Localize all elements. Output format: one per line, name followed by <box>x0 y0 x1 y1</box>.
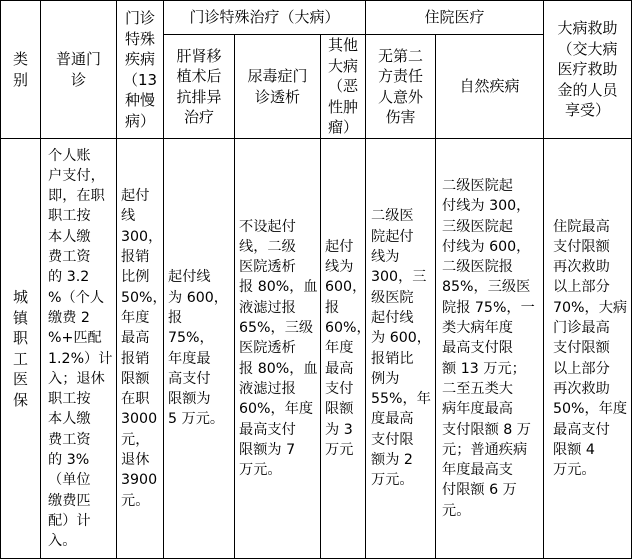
header-general-outpatient <box>41 1 116 138</box>
header-natural-disease-text: 自然疾病 <box>459 77 520 96</box>
row-outpatient-special-disease <box>117 139 167 558</box>
row-uremia-dialysis-text: 不设起付 线，二级 医院透析 报 80%，血 液滤过报 65%，三级 医院透析 报 80%，血 液滤过报 60%，年度 最高支付 限额为 7 万元。 <box>239 218 318 479</box>
row-kidney-liver-transplant <box>164 139 234 558</box>
row-natural-disease <box>436 139 543 558</box>
header-kidney-liver-transplant-text: 肝肾移 植术后 抗排异 治疗 <box>176 46 222 126</box>
row-kidney-liver-transplant-text: 起付线 为 600， 报 75%， 年度最 高支付 限额为 5 万元。 <box>168 269 228 428</box>
row-outpatient-special-disease-text: 起付 线 300， 报销 比例 50%， 年度 最高 报销 限额 在职 3000 元， 退休 3900 元。 <box>121 188 167 509</box>
header-other-major-disease <box>321 35 365 138</box>
row-no-third-party-accident-text: 二级医 院起付 线为 300，三 级医院 起付线 为 600， 报销比 例为 55%，年 度最高 支付限 额为 2 万元。 <box>371 208 431 489</box>
header-outpatient-special-disease <box>117 1 163 138</box>
header-outpatient-special-disease-text: 门诊 特殊 疾病 （13 种慢 病） <box>122 9 158 130</box>
row-general-outpatient <box>41 139 116 558</box>
header-no-third-party-accident <box>366 35 435 138</box>
row-uremia-dialysis <box>235 139 320 558</box>
row-category <box>1 139 40 558</box>
row-no-third-party-accident <box>366 139 435 558</box>
header-outpatient-special-treatment-text: 门诊特殊治疗（大病） <box>189 8 340 27</box>
header-other-major-disease-text: 其他 大病 （恶 性肿 瘤） <box>327 36 358 137</box>
row-natural-disease-text: 二级医院起 付线为 300， 三级医院起 付线为 600， 二级医院报 85%，三级医 院报 75%，一 类大病年度 最高支付限 额 13 万元； 二至五类大 病年度最高 支付限额 8 万 元；普通疾病 年度最高支 付限额 6 万 元。 <box>442 177 535 519</box>
header-uremia-dialysis <box>235 35 320 138</box>
header-category <box>1 1 40 138</box>
header-kidney-liver-transplant <box>164 35 234 138</box>
row-other-major-disease <box>321 139 371 558</box>
header-general-outpatient-text: 普通门 诊 <box>55 50 101 89</box>
header-category-text: 类 别 <box>12 50 28 89</box>
row-general-outpatient-text: 个人账 户支付， 即，在职 职工按 本人缴 费工资 的 3.2 %（个人 缴费 2 %+匹配 1.2%）计 入；退休 职工按 本人缴 费工资 的 3% （单位 缴费匹 配）计 入。 <box>48 147 113 550</box>
header-inpatient-care <box>366 1 543 34</box>
header-major-illness-relief <box>544 1 631 138</box>
header-natural-disease <box>436 35 543 138</box>
row-category-text: 城 镇 职 工 医 保 <box>12 288 28 409</box>
row-major-illness-relief <box>544 139 631 558</box>
header-outpatient-special-treatment <box>164 1 365 34</box>
header-uremia-dialysis-text: 尿毒症门 诊透析 <box>247 67 308 106</box>
header-major-illness-relief-text: 大病救助 （交大病 医疗救助 金的人员 享受） <box>557 19 618 120</box>
header-no-third-party-accident-text: 无第二 方责任 人意外 伤害 <box>377 46 423 126</box>
row-other-major-disease-text: 起付 线为 600， 报 60%， 年度 最高 支付 限额 为 3 万元 <box>325 238 371 458</box>
row-major-illness-relief-text: 住院最高 支付限额 再次救助 以上部分 70%，大病 门诊最高 支付限额 以上部分 再次救助 50%，年度 最高支付 限额 4 万元。 <box>553 218 628 479</box>
header-inpatient-care-text: 住院医疗 <box>424 8 485 27</box>
